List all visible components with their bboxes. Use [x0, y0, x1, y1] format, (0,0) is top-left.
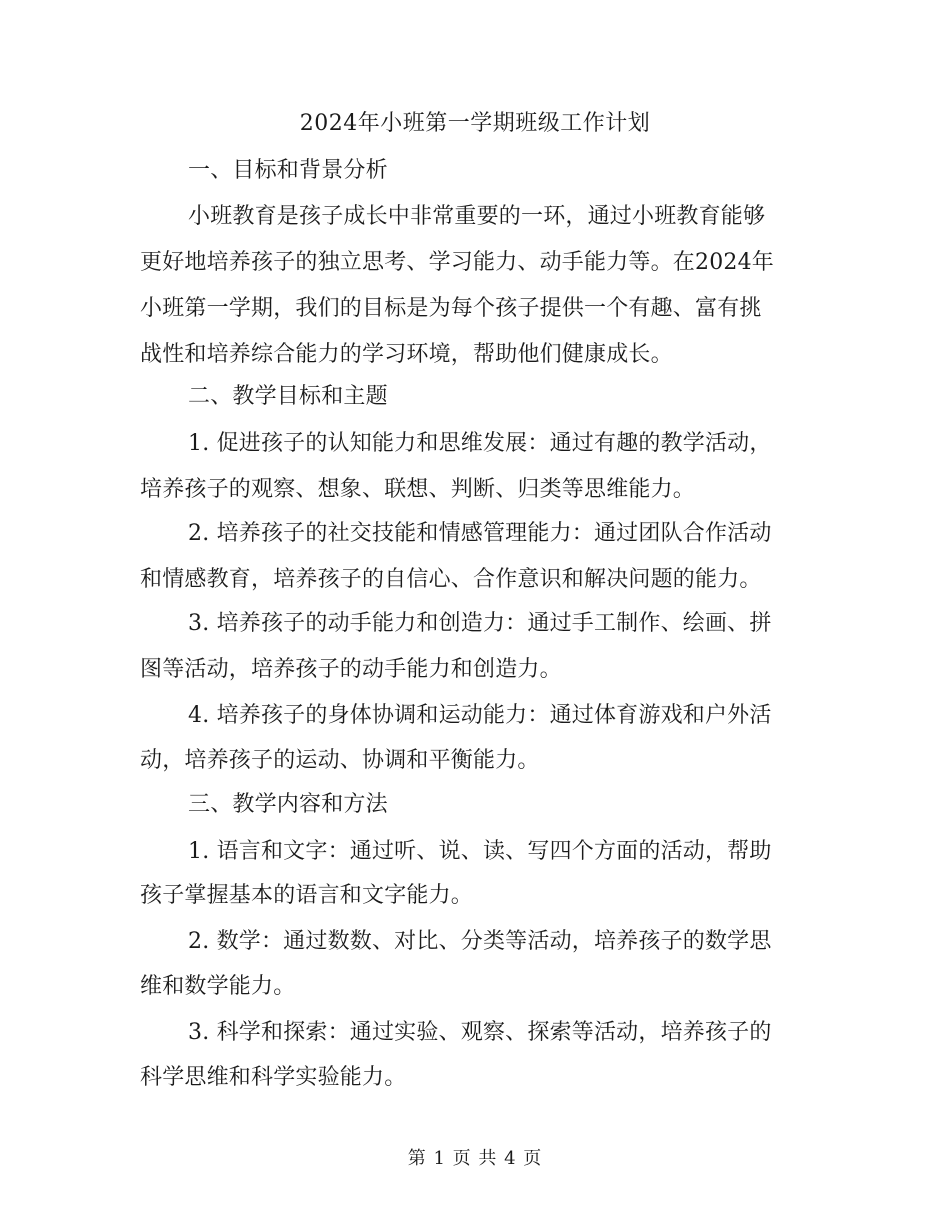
- paragraph-line: 更好地培养孩子的独立思考、学习能力、动手能力等。在2024年: [140, 250, 774, 275]
- paragraph-line: 战性和培养综合能力的学习环境，帮助他们健康成长。: [140, 342, 673, 367]
- list-item-line: 动，培养孩子的运动、协调和平衡能力。: [140, 748, 540, 773]
- list-item-line: 2. 培养孩子的社交技能和情感管理能力：通过团队合作活动: [188, 521, 772, 546]
- list-item-line: 维和数学能力。: [140, 974, 296, 999]
- list-item-line: 培养孩子的观察、想象、联想、判断、归类等思维能力。: [140, 477, 696, 502]
- list-item-line: 3. 科学和探索：通过实验、观察、探索等活动，培养孩子的: [188, 1020, 772, 1045]
- list-item-line: 2. 数学：通过数数、对比、分类等活动，培养孩子的数学思: [188, 929, 772, 954]
- paragraph-line: 小班教育是孩子成长中非常重要的一环，通过小班教育能够: [188, 204, 766, 229]
- list-item-line: 1. 促进孩子的认知能力和思维发展：通过有趣的教学活动，: [188, 431, 772, 456]
- list-item-line: 3. 培养孩子的动手能力和创造力：通过手工制作、绘画、拼: [188, 611, 772, 636]
- list-item-line: 科学思维和科学实验能力。: [140, 1065, 407, 1090]
- document-title: 2024年小班第一学期班级工作计划: [299, 111, 651, 136]
- list-item-line: 4. 培养孩子的身体协调和运动能力：通过体育游戏和户外活: [188, 703, 772, 728]
- section-heading-2: 二、教学目标和主题: [188, 384, 388, 409]
- list-item-line: 孩子掌握基本的语言和文字能力。: [140, 883, 474, 908]
- list-item-line: 图等活动，培养孩子的动手能力和创造力。: [140, 657, 562, 682]
- list-item-line: 1. 语言和文字：通过听、说、读、写四个方面的活动，帮助: [188, 839, 772, 864]
- section-heading-3: 三、教学内容和方法: [188, 792, 388, 817]
- page-footer: 第 1 页 共 4 页: [407, 1148, 543, 1169]
- paragraph-line: 小班第一学期，我们的目标是为每个孩子提供一个有趣、富有挑: [140, 296, 762, 321]
- list-item-line: 和情感教育，培养孩子的自信心、合作意识和解决问题的能力。: [140, 567, 762, 592]
- section-heading-1: 一、目标和背景分析: [188, 158, 388, 183]
